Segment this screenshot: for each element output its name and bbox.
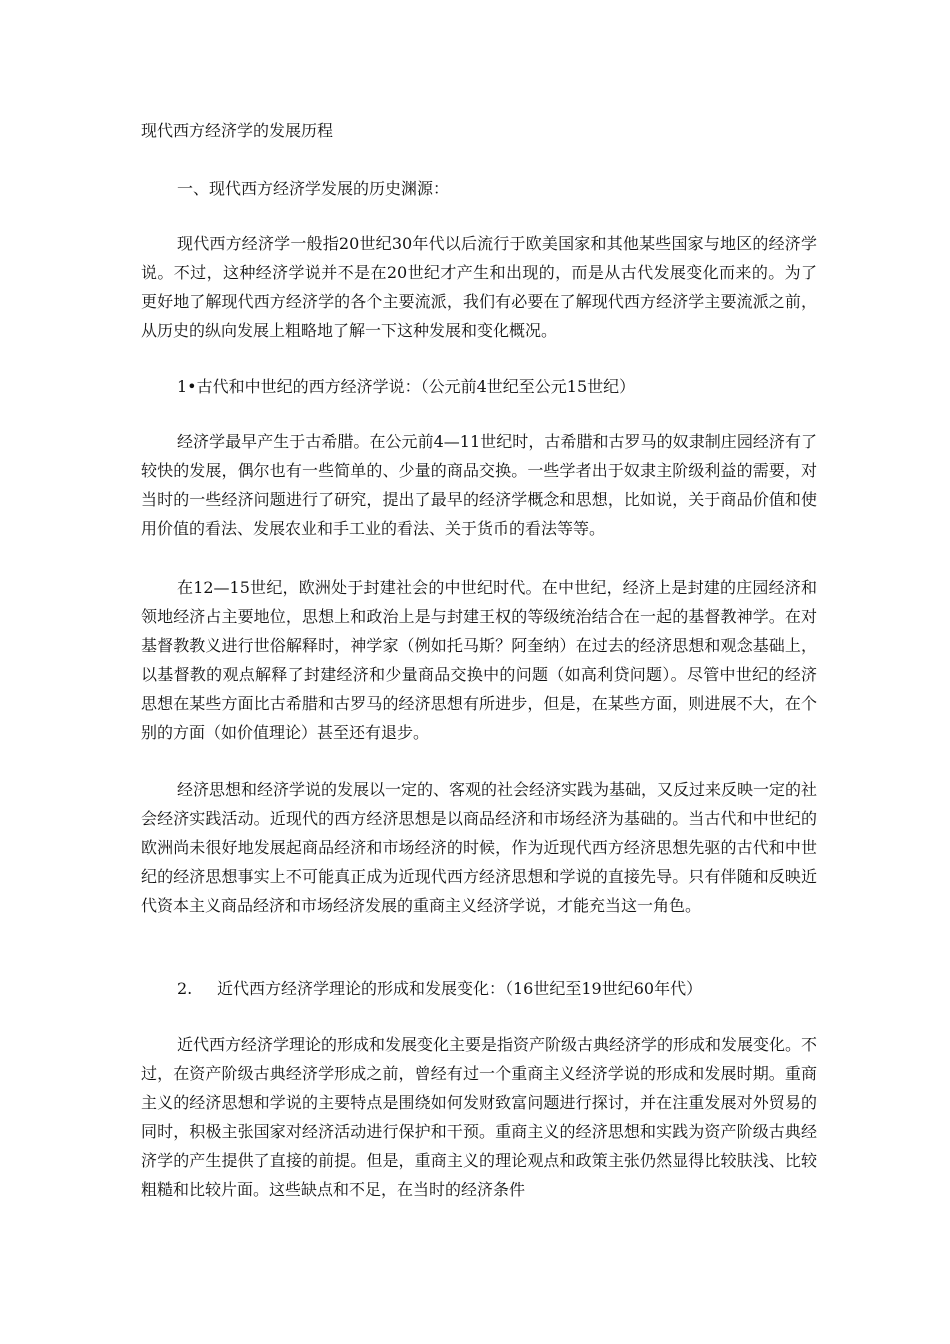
paragraph-economic-thought: 经济思想和经济学说的发展以一定的、客观的社会经济实践为基础，又反过来反映一定的社会经济实践活动。近现代的西方经济思想是以商品经济和市场经济为基础的。当古代和中世纪的欧洲尚未很好地发展起商品经济和市场经济的时候，作为近现代西方经济思想先驱的古代和中世纪的经济思想事实上不可能真正成为近现代西方经济思想和学说的直接先导。只有伴随和反映近代资本主义商品经济和市场经济发展的重商主义经济学说，才能充当这一角色。 xyxy=(141,780,818,915)
paragraph-middle-ages: 在12—15世纪，欧洲处于封建社会的中世纪时代。在中世纪，经济上是封建的庄园经济和领地经济占主要地位，思想上和政治上是与封建王权的等级统治结合在一起的基督教神学。在对基督教教义进行世俗解释时，神学家（例如托马斯？阿奎纳）在过去的经济思想和观念基础上，以基督教的观点解释了封建经济和少量商品交换中的问题（如高利贷问题）。尽管中世纪的经济思想在某些方面比古希腊和古罗马的经济思想有所进步，但是，在某些方面，则进展不大，在个别的方面（如价值理论）甚至还有退步。 xyxy=(141,578,817,742)
paragraph-classical-economics: 近代西方经济学理论的形成和发展变化主要是指资产阶级古典经济学的形成和发展变化。不过，在资产阶级古典经济学形成之前，曾经有过一个重商主义经济学说的形成和发展时期。重商主义的经济思想和学说的主要特点是围绕如何发财致富问题进行探讨，并在注重发展对外贸易的同时，积极主张国家对经济活动进行保护和干预。重商主义的经济思想和实践为资产阶级古典经济学的产生提供了直接的前提。但是，重商主义的理论观点和政策主张仍然显得比较肤浅、比较粗糙和比较片面。这些缺点和不足，在当时的经济条件 xyxy=(141,1035,818,1199)
subsection-heading-modern-formation xyxy=(177,979,702,999)
document-title: 现代西方经济学的发展历程 xyxy=(141,121,334,140)
subsection-number: 2. xyxy=(177,979,193,998)
subsection-heading-ancient-medieval: 1•古代和中世纪的西方经济学说：（公元前4世纪至公元15世纪） xyxy=(177,377,636,396)
paragraph-ancient-greece: 经济学最早产生于古希腊。在公元前4—11世纪时，古希腊和古罗马的奴隶制庄园经济有了较快的发展，偶尔也有一些简单的、少量的商品交换。一些学者出于奴隶主阶级利益的需要，对当时的一些经济问题进行了研究，提出了最早的经济学概念和思想，比如说，关于商品价值和使用价值的看法、发展农业和手工业的看法、关于货币的看法等等。 xyxy=(141,432,817,538)
subsection-heading-text: 近代西方经济学理论的形成和发展变化：（16世纪至19世纪60年代） xyxy=(217,979,703,998)
intro-paragraph: 现代西方经济学一般指20世纪30年代以后流行于欧美国家和其他某些国家与地区的经济学说。不过，这种经济学说并不是在20世纪才产生和出现的，而是从古代发展变化而来的。为了更好地了解现代西方经济学的各个主要流派，我们有必要在了解现代西方经济学主要流派之前，从历史的纵向发展上粗略地了解一下这种发展和变化概况。 xyxy=(141,234,817,340)
section-heading-history: 一、现代西方经济学发展的历史渊源： xyxy=(177,179,450,198)
